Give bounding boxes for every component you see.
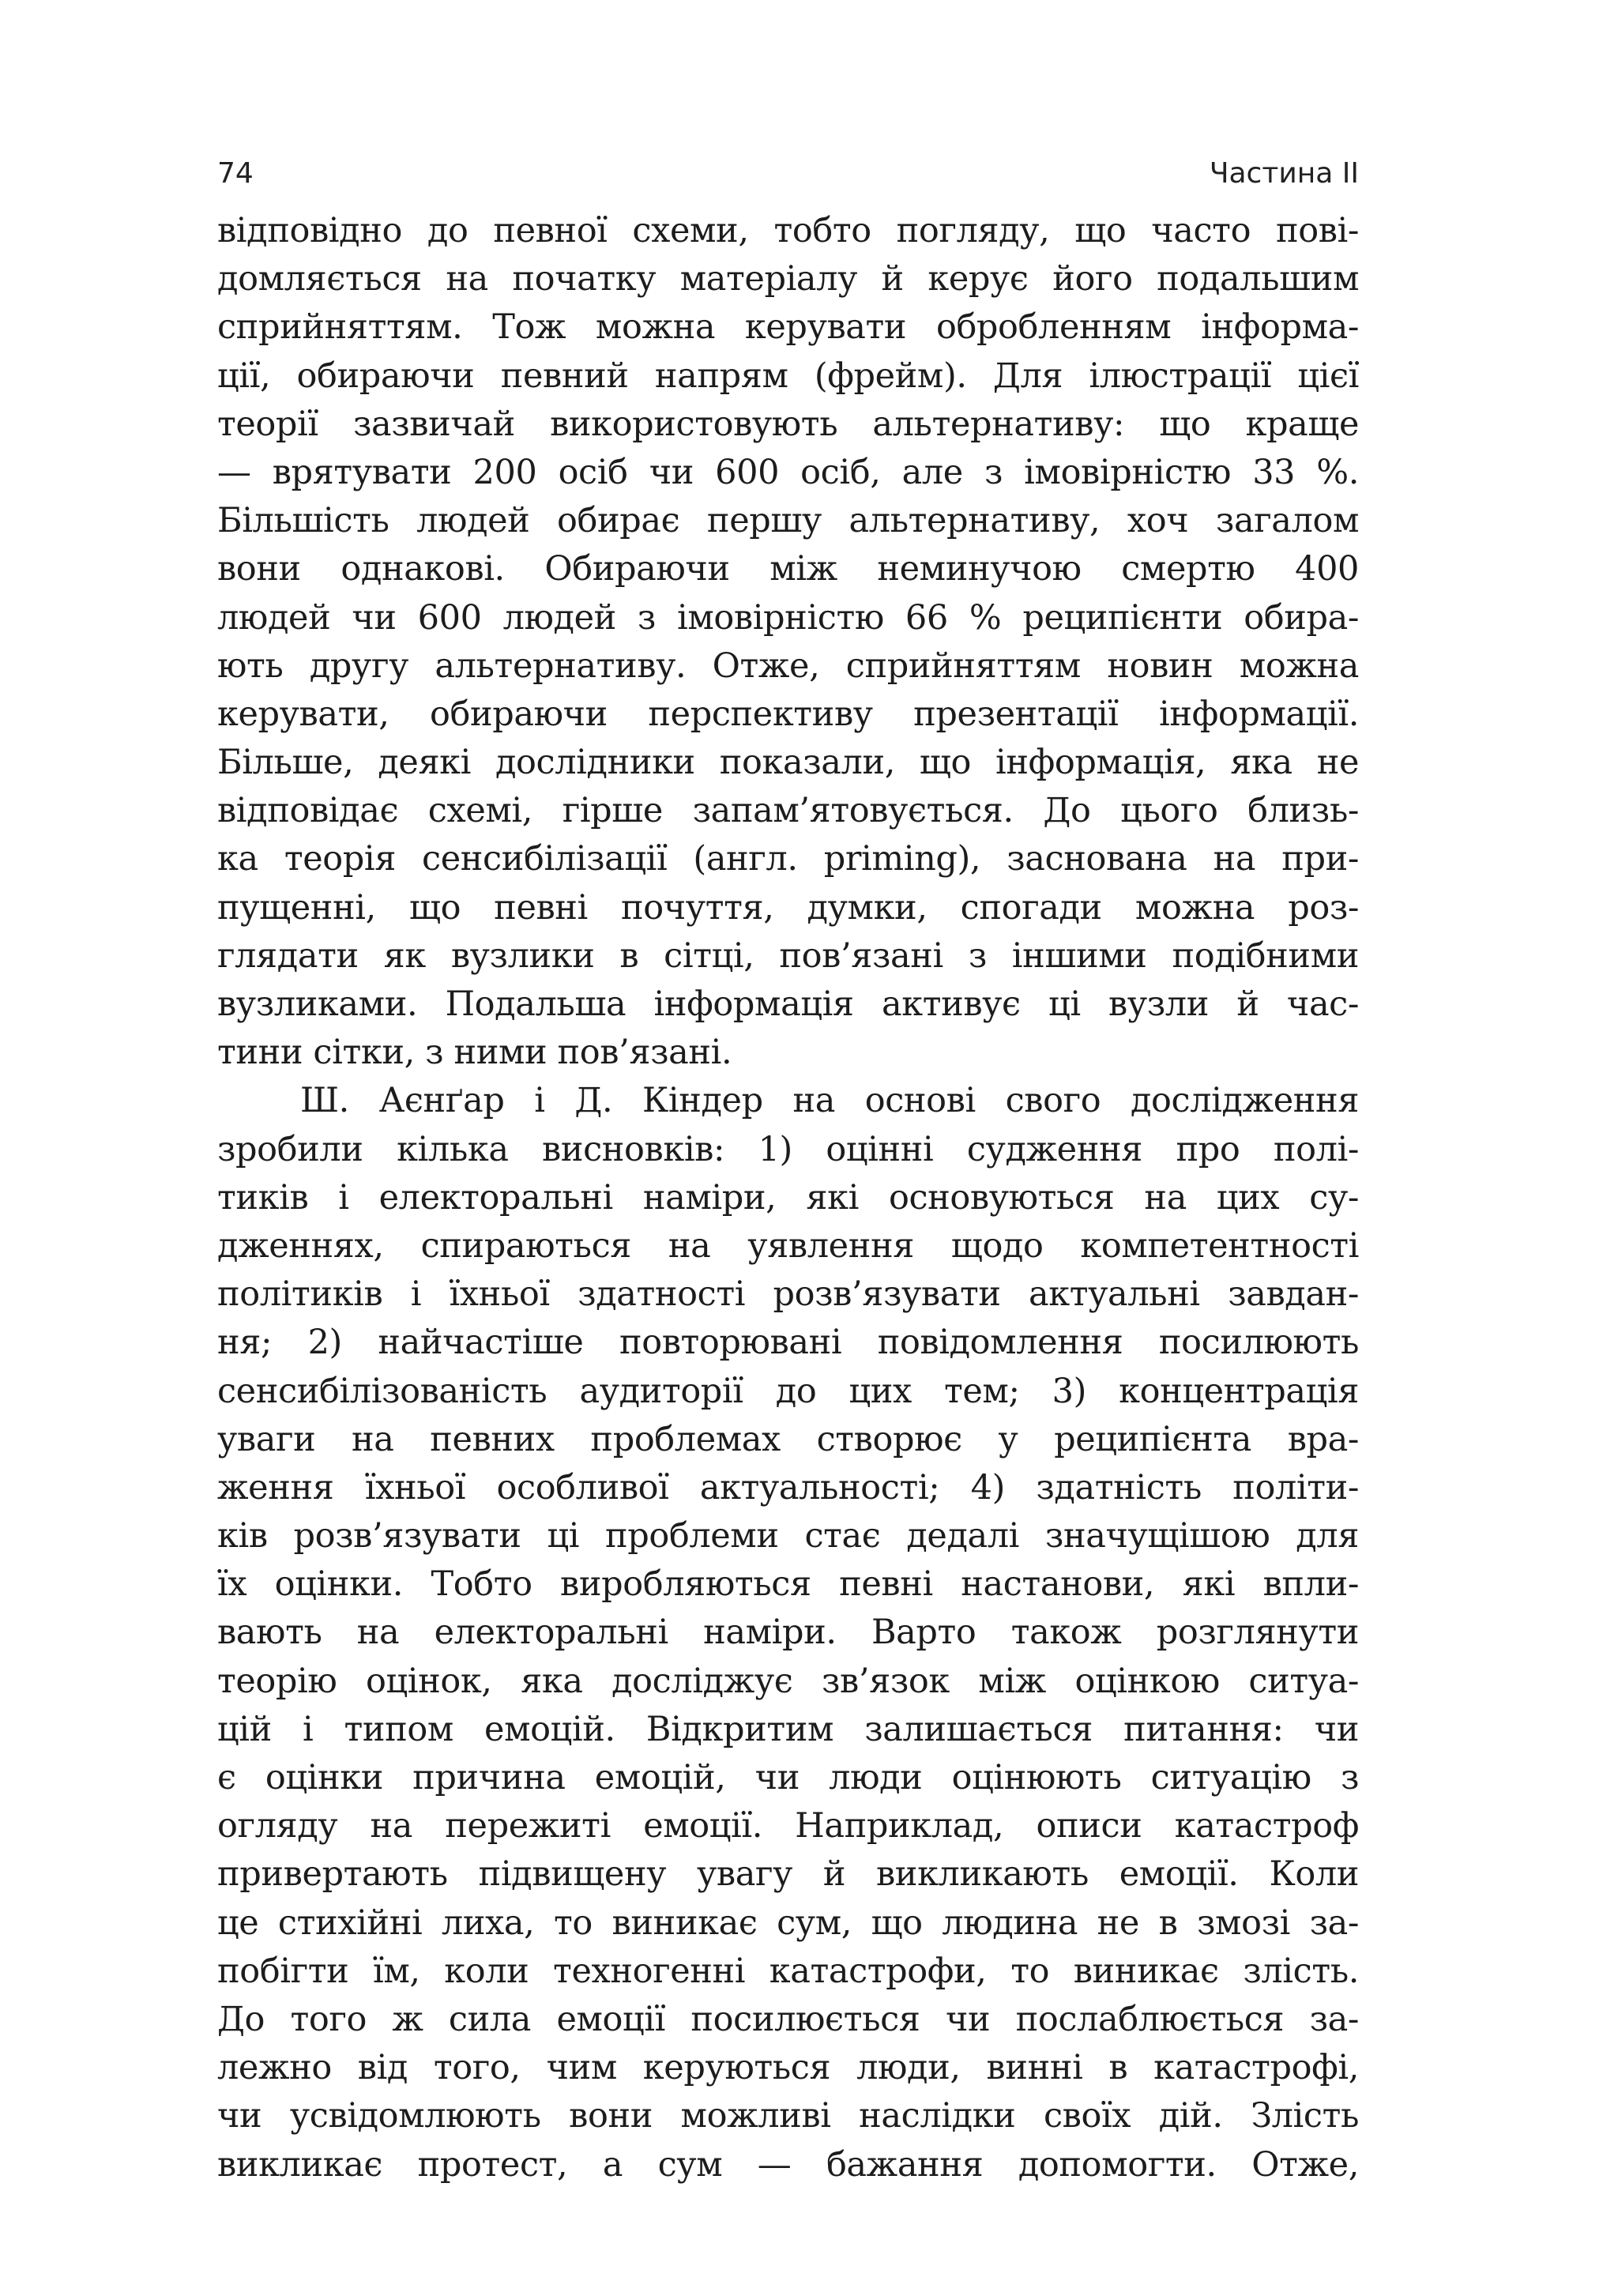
text-line: теорії зазвичай використовують альтернативу: що краще [217,404,1359,444]
text-line: ження їхньої особливої актуальності; 4) здатність політи- [217,1467,1359,1507]
text-line: побігти їм, коли техногенні катастрофи, то виникає злість. [217,1951,1359,1991]
text-line: дженнях, спираються на уявлення щодо компетентності [217,1225,1359,1266]
text-line: людей чи 600 людей з імовірністю 66 % реципієнти обира- [217,597,1359,638]
text-line: викликає протест, а сум — бажання допомогти. Отже, [217,2144,1359,2185]
text-line: відповідає схемі, гірше запам’ятовується. До цього близь- [217,791,1359,831]
text-line: — врятувати 200 осіб чи 600 осіб, але з імовірністю 33 %. [217,452,1359,492]
part-title: Частина II [1209,157,1359,190]
text-line: це стихійні лиха, то виникає сум, що людина не в змозі за- [217,1903,1359,1943]
text-line: сенсибілізованість аудиторії до цих тем; 3) концентрація [217,1371,1359,1411]
text-line: ють другу альтернативу. Отже, сприйняттям новин можна [217,646,1359,686]
paragraph-first-line: Ш. Аєнґар і Д. Кіндер на основі свого дослідження [300,1081,1359,1121]
text-line: є оцінки причина емоцій, чи люди оцінюють ситуацію з [217,1758,1359,1797]
text-line: ків розв’язувати ці проблеми стає дедалі значущішою для [217,1516,1359,1556]
text-line: цій і типом емоцій. Відкритим залишається питання: чи [217,1709,1359,1749]
text-line: теорію оцінок, яка досліджує зв’язок між оцінкою ситуа- [217,1661,1359,1701]
text-line: відповідно до певної схеми, тобто погляду, що часто пові- [217,211,1359,250]
text-line: глядати як вузлики в сітці, пов’язані з іншими подібними [217,935,1359,976]
running-head [217,150,1359,198]
text-line: ка теорія сенсибілізації (англ. priming), заснована на при- [217,839,1359,879]
text-line: зробили кілька висновків: 1) оцінні судження про полі- [217,1129,1359,1169]
text-line: чи усвідомлюють вони можливі наслідки своїх дій. Злість [217,2096,1359,2136]
text-line: Більшість людей обирає першу альтернативу, хоч загалом [217,501,1359,541]
text-line: вузликами. Подальша інформація активує ці вузли й час- [217,984,1359,1024]
text-line: Більше, деякі дослідники показали, що інформація, яка не [217,743,1359,783]
text-line: пущенні, що певні почуття, думки, спогади можна роз- [217,887,1359,928]
text-line: уваги на певних проблемах створює у реципієнта вра- [217,1419,1359,1459]
text-line: політиків і їхньої здатності розв’язувати актуальні завдан- [217,1274,1359,1315]
text-line: тиків і електоральні наміри, які основуються на цих су- [217,1177,1359,1218]
text-line: домляється на початку матеріалу й керує його подальшим [217,259,1359,299]
text-line: їх оцінки. Тобто виробляються певні настанови, які впли- [217,1564,1359,1605]
page-number: 74 [217,157,254,190]
text-line: ції, обираючи певний напрям (фрейм). Для ілюстрації цієї [217,356,1359,396]
text-line: лежно від того, чим керуються люди, винні в катастрофі, [217,2048,1359,2088]
text-line: вони однакові. Обираючи між неминучою смертю 400 [217,549,1359,589]
text-line: вають на електоральні наміри. Варто також розглянути [217,1613,1359,1653]
text-line: привертають підвищену увагу й викликають емоції. Коли [217,1854,1359,1895]
body-text [217,207,1359,2189]
text-line: огляду на пережиті емоції. Наприклад, описи катастроф [217,1806,1359,1846]
text-line: сприйняттям. Тож можна керувати обробленням інформа- [217,307,1359,348]
text-line: ня; 2) найчастіше повторювані повідомлення посилюють [217,1323,1359,1363]
text-line: До того ж сила емоції посилюється чи послаблюється за- [217,1999,1359,2039]
paragraph-last-line: тини сітки, з ними пов’язані. [217,1033,732,1073]
text-line: керувати, обираючи перспективу презентації інформації. [217,694,1359,734]
